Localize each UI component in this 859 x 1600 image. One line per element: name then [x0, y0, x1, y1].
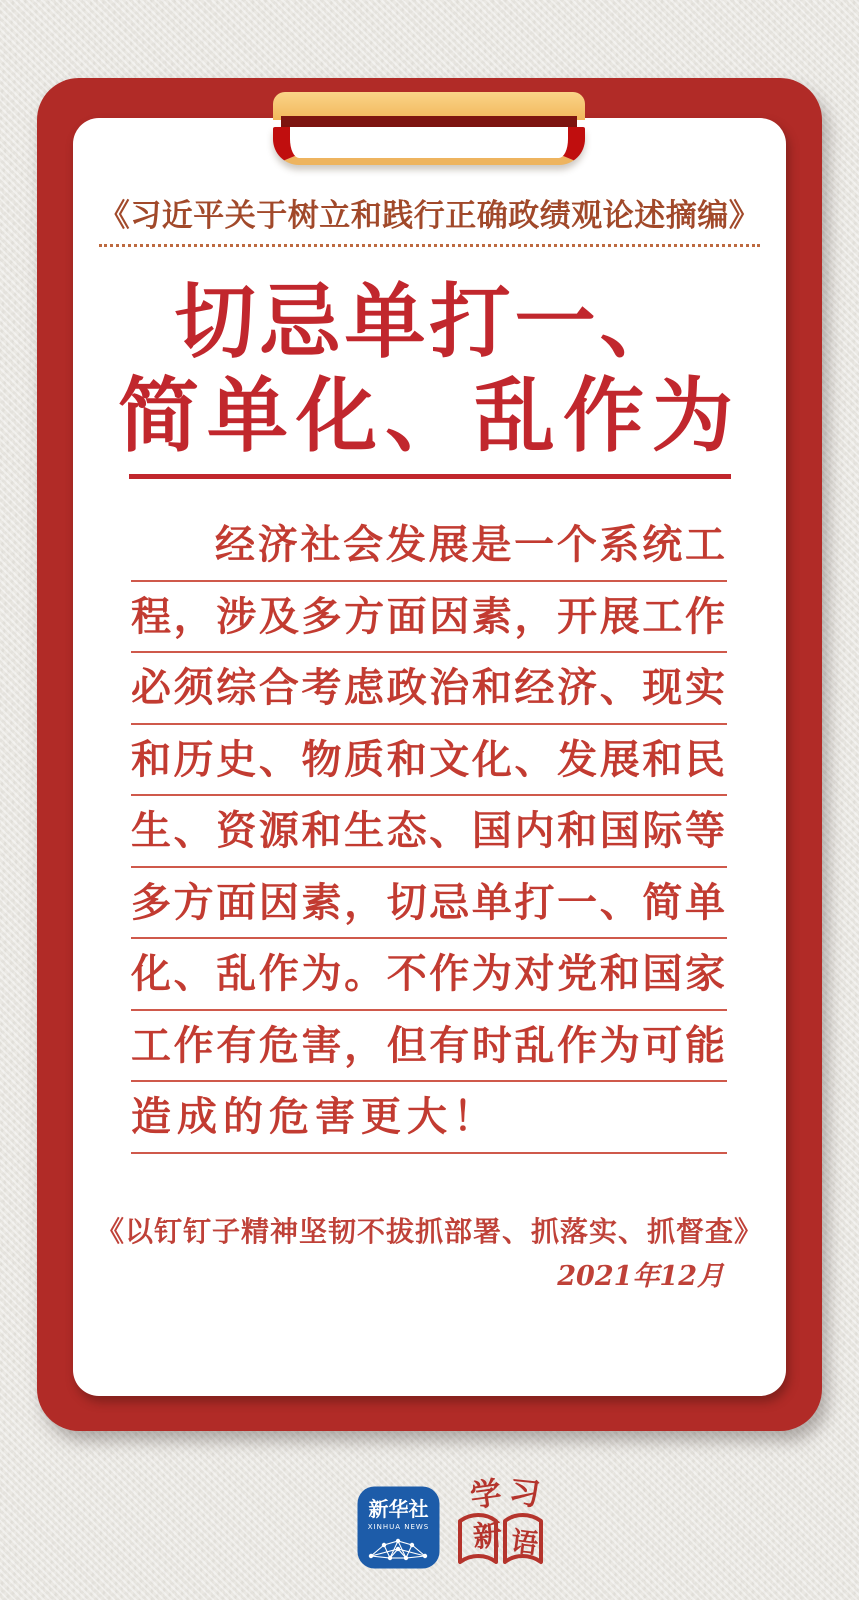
xuexi-xinyu-logo-icon [452, 1474, 549, 1570]
quote-line: 必须综合考虑政治和经济、现实 [131, 653, 727, 725]
book-title [73, 190, 786, 247]
main-title-line1: 切忌单打一、 [174, 275, 685, 370]
quote-line: 经济社会发展是一个系统工 [131, 510, 727, 582]
quote-line: 工作有危害，但有时乱作为可能 [131, 1011, 727, 1083]
quote-line: 程，涉及多方面因素，开展工作 [131, 582, 727, 654]
quote-line: 和历史、物质和文化、发展和民 [131, 725, 727, 797]
source-date: 2021年12月 [557, 1261, 724, 1292]
clipboard-frame [37, 78, 822, 1431]
xinhua-cn-text: 新华社 [368, 1497, 429, 1521]
xuexi-char-1: 学 [468, 1474, 504, 1515]
xuexi-char-2: 习 [507, 1474, 542, 1514]
source-citation: 《以钉钉子精神坚韧不拔抓部署、抓落实、抓督查》 [95, 1215, 763, 1248]
quote-line: 化、乱作为。不作为对党和国家 [131, 939, 727, 1011]
xuexi-logo-svg [452, 1474, 549, 1570]
quote-block [131, 510, 727, 1154]
main-title-line2: 简单化、乱作为 [117, 369, 741, 464]
quote-line: 多方面因素，切忌单打一、简单 [131, 868, 727, 940]
xuexi-char-3: 新 [471, 1517, 504, 1554]
book-title-text: 《习近平关于树立和践行正确政绩观论述摘编》 [99, 190, 761, 247]
xinhua-en-text: XINHUA NEWS [367, 1523, 430, 1531]
main-title [73, 276, 786, 464]
xinhua-news-logo-icon [357, 1486, 440, 1569]
title-underline [129, 474, 731, 479]
paper-sheet [73, 118, 786, 1396]
xuexi-char-4: 语 [509, 1526, 540, 1561]
quote-line: 造成的危害更大！ [131, 1082, 727, 1154]
clip-hooks [273, 127, 585, 165]
quote-line: 生、资源和生态、国内和国际等 [131, 796, 727, 868]
xinhua-logo-svg [357, 1486, 440, 1569]
